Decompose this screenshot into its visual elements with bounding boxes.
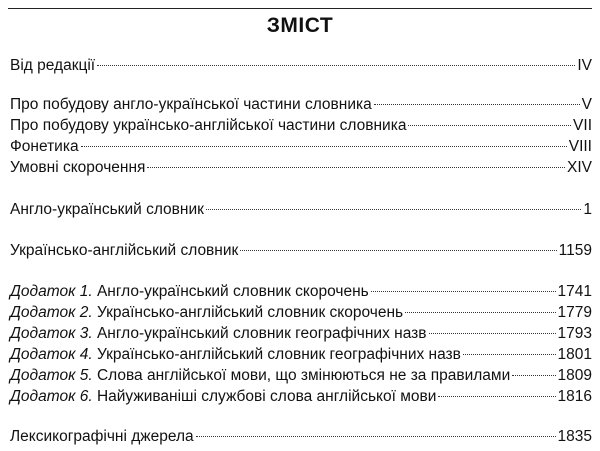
entry-label: Слова англійської мови, що змінюються не за правилами (92, 367, 511, 384)
entry-page: 1801 (557, 346, 592, 363)
entry-page: 1159 (558, 242, 592, 259)
entry-page: 1793 (557, 325, 592, 342)
entry-prefix: Додаток 2. (10, 304, 93, 321)
entry-page: 1809 (557, 367, 592, 384)
entry-page: 1741 (557, 283, 592, 300)
entry-label: Про побудову українсько-англійської частини словника (10, 117, 407, 134)
dot-leader (512, 375, 555, 376)
entry-prefix: Додаток 1. (10, 283, 93, 300)
dot-leader (97, 65, 575, 66)
toc-entry-appendix-1[interactable] (10, 282, 592, 302)
dot-leader (196, 436, 556, 437)
entry-page: XIV (567, 159, 592, 176)
entry-page: V (581, 96, 592, 113)
toc-entry-appendix-6[interactable] (10, 387, 592, 407)
dot-leader (206, 209, 581, 210)
dot-leader (408, 125, 571, 126)
entry-prefix: Додаток 3. (10, 325, 93, 342)
entry-label: Найуживаніші службові слова англійської мови (92, 388, 437, 405)
dot-leader (371, 291, 556, 292)
dot-leader (147, 167, 565, 168)
entry-page: 1 (583, 201, 592, 218)
entry-page: VII (573, 117, 592, 134)
entry-page: 1779 (557, 304, 592, 321)
entry-label: Англо-український словник скорочень (92, 283, 369, 300)
dot-leader (463, 354, 556, 355)
dot-leader (240, 250, 556, 251)
entry-label: Англо-український словник географічних назв (92, 325, 427, 342)
toc-entry-eng-ukr-structure[interactable] (10, 95, 592, 115)
toc-entry-appendix-5[interactable] (10, 366, 592, 386)
dot-leader (81, 146, 567, 147)
entry-label: Фонетика (10, 138, 79, 155)
entry-label: Англо-український словник (10, 201, 204, 218)
top-rule (8, 8, 592, 9)
entry-label: Від редакції (10, 57, 96, 74)
entry-page: IV (577, 57, 592, 74)
entry-page: 1835 (557, 428, 592, 445)
toc-entry-appendix-2[interactable] (10, 303, 592, 323)
entry-page: VIII (568, 138, 592, 155)
dot-leader (429, 333, 556, 334)
toc-entry-ukr-eng-dictionary[interactable] (10, 241, 592, 261)
entry-label: Українсько-англійський словник скорочень (92, 304, 404, 321)
dot-leader (374, 104, 580, 105)
toc-entry-sources[interactable] (10, 427, 592, 447)
entry-prefix: Додаток 6. (10, 388, 93, 405)
entry-prefix: Додаток 4. (10, 346, 93, 363)
toc-entry-ukr-eng-structure[interactable] (10, 116, 592, 136)
entry-page: 1816 (557, 388, 592, 405)
entry-label: Лексикографічні джерела (10, 428, 194, 445)
entry-label: Умовні скорочення (10, 159, 146, 176)
dot-leader (405, 312, 555, 313)
toc-entry-appendix-3[interactable] (10, 324, 592, 344)
toc-entry-appendix-4[interactable] (10, 345, 592, 365)
dot-leader (438, 396, 555, 397)
toc-entry-abbreviations[interactable] (10, 158, 592, 178)
toc-entry-phonetics[interactable] (10, 137, 592, 157)
entry-label: Про побудову англо-української частини словника (10, 96, 372, 113)
entry-label: Українсько-англійський словник географічних назв (92, 346, 461, 363)
page-title: ЗМІСТ (266, 14, 334, 37)
entry-label: Українсько-англійський словник (10, 242, 239, 259)
toc-entry-eng-ukr-dictionary[interactable] (10, 200, 592, 220)
entry-prefix: Додаток 5. (10, 367, 93, 384)
toc-entry-editorial[interactable] (10, 56, 592, 76)
